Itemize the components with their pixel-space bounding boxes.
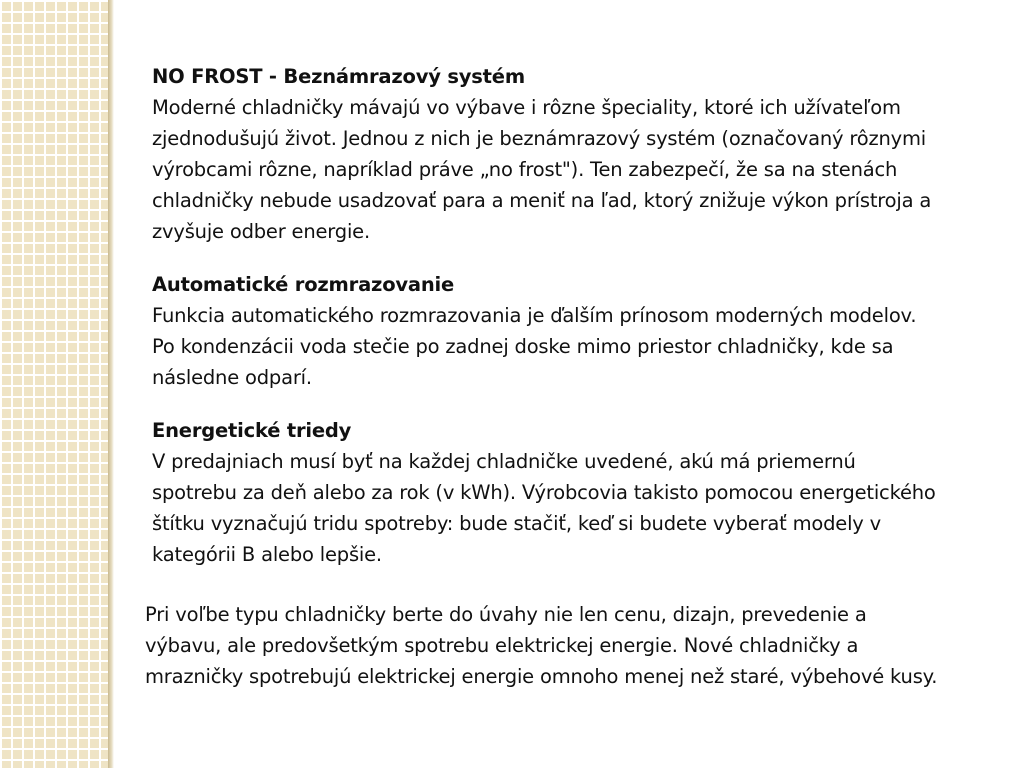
section-auto-defrost <box>152 269 942 393</box>
section-title: Energetické triedy <box>152 419 352 442</box>
section-title: NO FROST - Beznámrazový systém <box>152 65 525 88</box>
section-body: V predajniach musí byť na každej chladničke uvedené, akú má priemernú spotrebu za deň alebo za rok (v kWh). Výrobcovia takisto pomocou energetického štítku vyznačujú tridu spotreby: bude stačiť, keď si budete vyberať modely v kategórii B alebo lepšie. <box>152 450 936 566</box>
footer-paragraph: Pri voľbe typu chladničky berte do úvahy nie len cenu, dizajn, prevedenie a výbavu, ale predovšetkým spotrebu elektrickej energie. Nové chladničky a mrazničky spotrebujú elektrickej energie omnoho menej než staré, výbehové kusy. <box>145 603 938 688</box>
section-no-frost <box>152 61 942 247</box>
section-title: Automatické rozmrazovanie <box>152 273 455 296</box>
section-body: Funkcia automatického rozmrazovania je ďalším prínosom moderných modelov. Po kondenzácii voda stečie po zadnej doske mimo priestor chladničky, kde sa následne odparí. <box>152 304 917 389</box>
decorative-side-edge <box>108 0 114 768</box>
section-body: Moderné chladničky mávajú vo výbave i rôzne špeciality, ktoré ich užívateľom zjednodušujú život. Jednou z nich je beznámrazový systém (označovaný rôznymi výrobcami rôzne, napríklad práve „no frost"). Ten zabezpečí, že sa na stenách chladničky nebude usadzovať para a meniť na ľad, ktorý znižuje výkon prístroja a zvyšuje odber energie. <box>152 96 932 243</box>
decorative-side-pattern <box>0 0 108 768</box>
section-energy-classes <box>152 415 942 570</box>
slide-content <box>152 61 942 592</box>
